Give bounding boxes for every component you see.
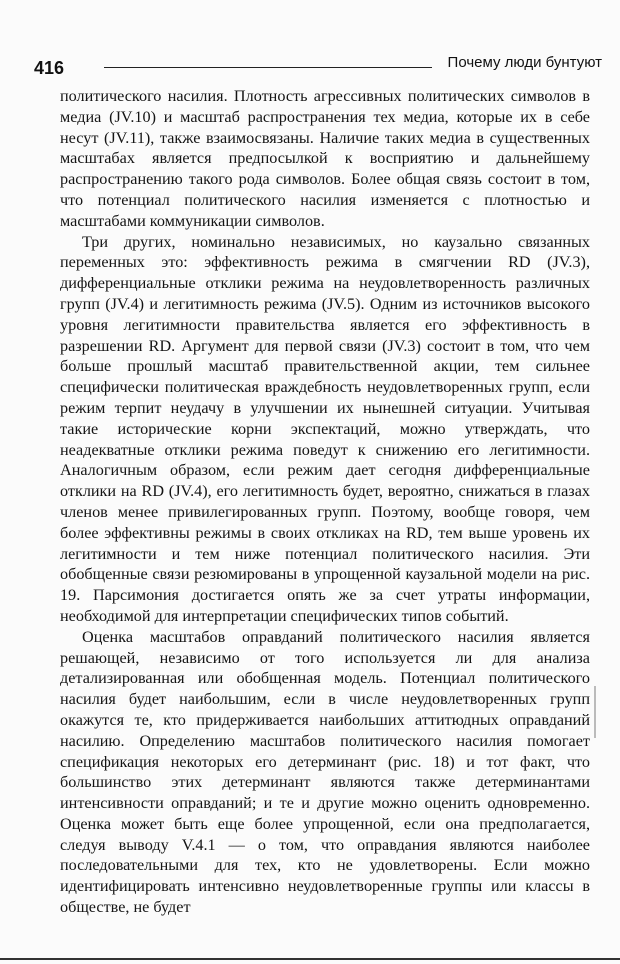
header-rule <box>104 67 432 68</box>
bottom-rule <box>0 958 620 960</box>
margin-mark <box>594 686 596 738</box>
paragraph-2: Три других, номинально независимых, но каузально связанных переменных это: эффективность режима в смягчении RD (JV.3), дифференциальные отклики режима на неудовлетворенность различных групп (JV.4) и легитимность режима (JV.5). Одним из источников высокого уровня легитимности правительства является его эффективность в разрешении RD. Аргумент для первой связи (JV.3) состоит в том, что чем больше прошлый масштаб правительственной акции, тем сильнее специфически политическая враждебность неудовлетворенных групп, если режим терпит неудачу в улучшении их нынешней ситуации. Учитывая такие исторические корни экспектаций, можно утверждать, что неадекватные отклики режима поведут к снижению его легитимности. Аналогичным образом, если режим дает сегодня дифференциальные отклики на RD (JV.4), его легитимность будет, вероятно, снижаться в глазах членов менее привилегированных групп. Поэтому, вообще говоря, чем более эффективны режимы в своих откликах на RD, тем выше уровень их легитимности и тем ниже потенциал политического насилия. Эти обобщенные связи резюмированы в упрощенной каузальной модели на рис. 19. Парсимония достигается опять же за счет утраты информации, необходимой для интерпретации специфических типов событий. <box>60 232 590 625</box>
paragraph-3: Оценка масштабов оправданий политического насилия является решающей, независимо от того используется ли для анализа детализированная или обобщенная модель. Потенциал политического насилия будет наибольшим, если в числе неудовлетворенных групп окажутся те, кто придерживается наибольших аттитюдных оправданий насилию. Определению масштабов политического насилия помогает спецификация некоторых его детерминант (рис. 18) и тот факт, что большинство этих детерминант являются также детерминантами интенсивности оправданий; и те и другие можно оценить одновременно. Оценка может быть еще более упрощенной, если она предполагается, следуя выводу V.4.1 — о том, что оправдания являются наиболее последовательными для тех, кто не удовлетворены. Если можно идентифицировать интенсивно неудовлетворенные группы или классы в обществе, не будет <box>60 627 590 917</box>
running-title: Почему люди бунтуют <box>442 54 602 71</box>
page-number: 416 <box>34 58 65 78</box>
body-text <box>60 86 590 918</box>
page-header <box>34 48 602 82</box>
paragraph-1: политического насилия. Плотность агрессивных политических символов в медиа (JV.10) и масштаб распространения тех медиа, которые их в себе несут (JV.11), также взаимосвязаны. Наличие таких медиа в существенных масштабах является предпосылкой к восприятию и дальнейшему распространению такого рода символов. Более общая связь состоит в том, что потенциал политического насилия изменяется с плотностью и масштабами коммуникации символов. <box>60 87 590 230</box>
